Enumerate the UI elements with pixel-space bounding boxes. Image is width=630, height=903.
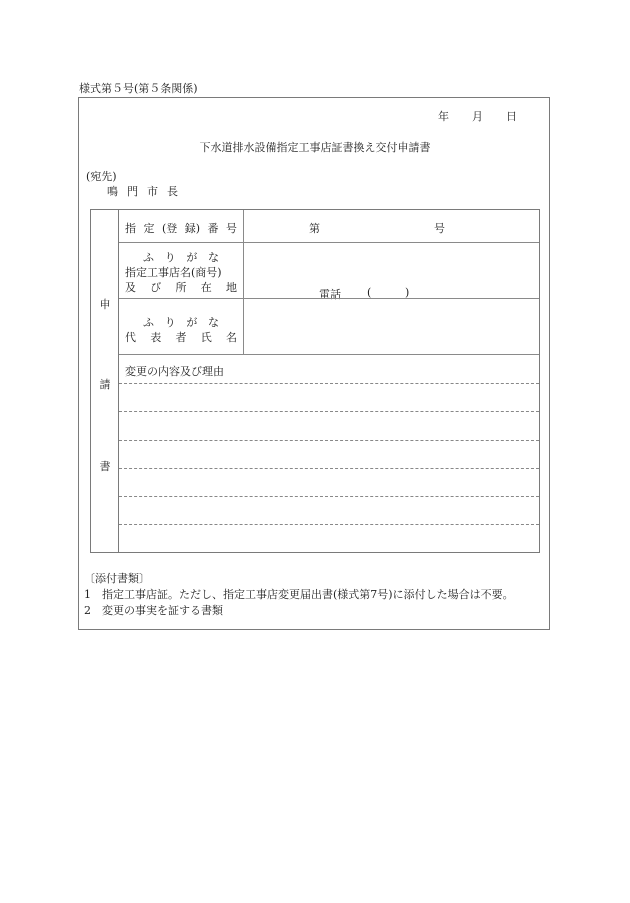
change-reason-input[interactable] (121, 386, 537, 548)
addressee-label: (宛先) (86, 170, 117, 183)
shop-name-address-input[interactable] (249, 246, 534, 282)
change-reason-label: 変更の内容及び理由 (125, 365, 224, 378)
row-divider (119, 242, 539, 243)
application-table (90, 209, 540, 553)
addressee-name: 鳴門市長 (107, 185, 187, 198)
date-day-label: 日 (506, 110, 517, 123)
furigana-label: ふ り が な (143, 316, 219, 329)
writing-line (119, 383, 539, 384)
phone-label: 電話 (319, 288, 341, 301)
applicant-side-column (91, 210, 119, 552)
form-number: 様式第５号(第５条関係) (79, 82, 198, 95)
phone-paren-open: ( (367, 286, 372, 299)
address-label: 及 び 所 在 地 (125, 281, 237, 294)
phone-paren-close: ) (405, 286, 410, 299)
side-label-char: 書 (99, 460, 111, 473)
row-divider (119, 298, 539, 299)
document-title: 下水道排水設備指定工事店証書換え交付申請書 (199, 141, 431, 154)
registration-number-label: 指 定 (登 録) 番 号 (125, 222, 237, 235)
attachments-heading: 〔添付書類〕 (84, 572, 150, 585)
attachment-item: 1 指定工事店証。ただし、指定工事店変更届出書(様式第7号)に添付した場合は不要。 (84, 588, 514, 601)
registration-number-input[interactable] (321, 214, 431, 238)
side-label-char: 請 (99, 378, 111, 391)
registration-number-suffix: 号 (434, 222, 445, 235)
date-field[interactable] (438, 108, 517, 124)
label-column-divider (243, 210, 244, 355)
attachment-item: 2 変更の事実を証する書類 (84, 604, 223, 617)
side-label-char: 申 (99, 298, 111, 311)
registration-number-prefix: 第 (309, 222, 320, 235)
date-month-label: 月 (472, 110, 483, 123)
representative-name-label: 代 表 者 氏 名 (125, 331, 237, 344)
representative-name-input[interactable] (249, 302, 534, 352)
furigana-label: ふ り が な (143, 251, 219, 264)
date-year-label: 年 (438, 110, 449, 123)
row-divider (119, 354, 539, 355)
shop-name-label: 指定工事店名(商号) (125, 266, 222, 279)
